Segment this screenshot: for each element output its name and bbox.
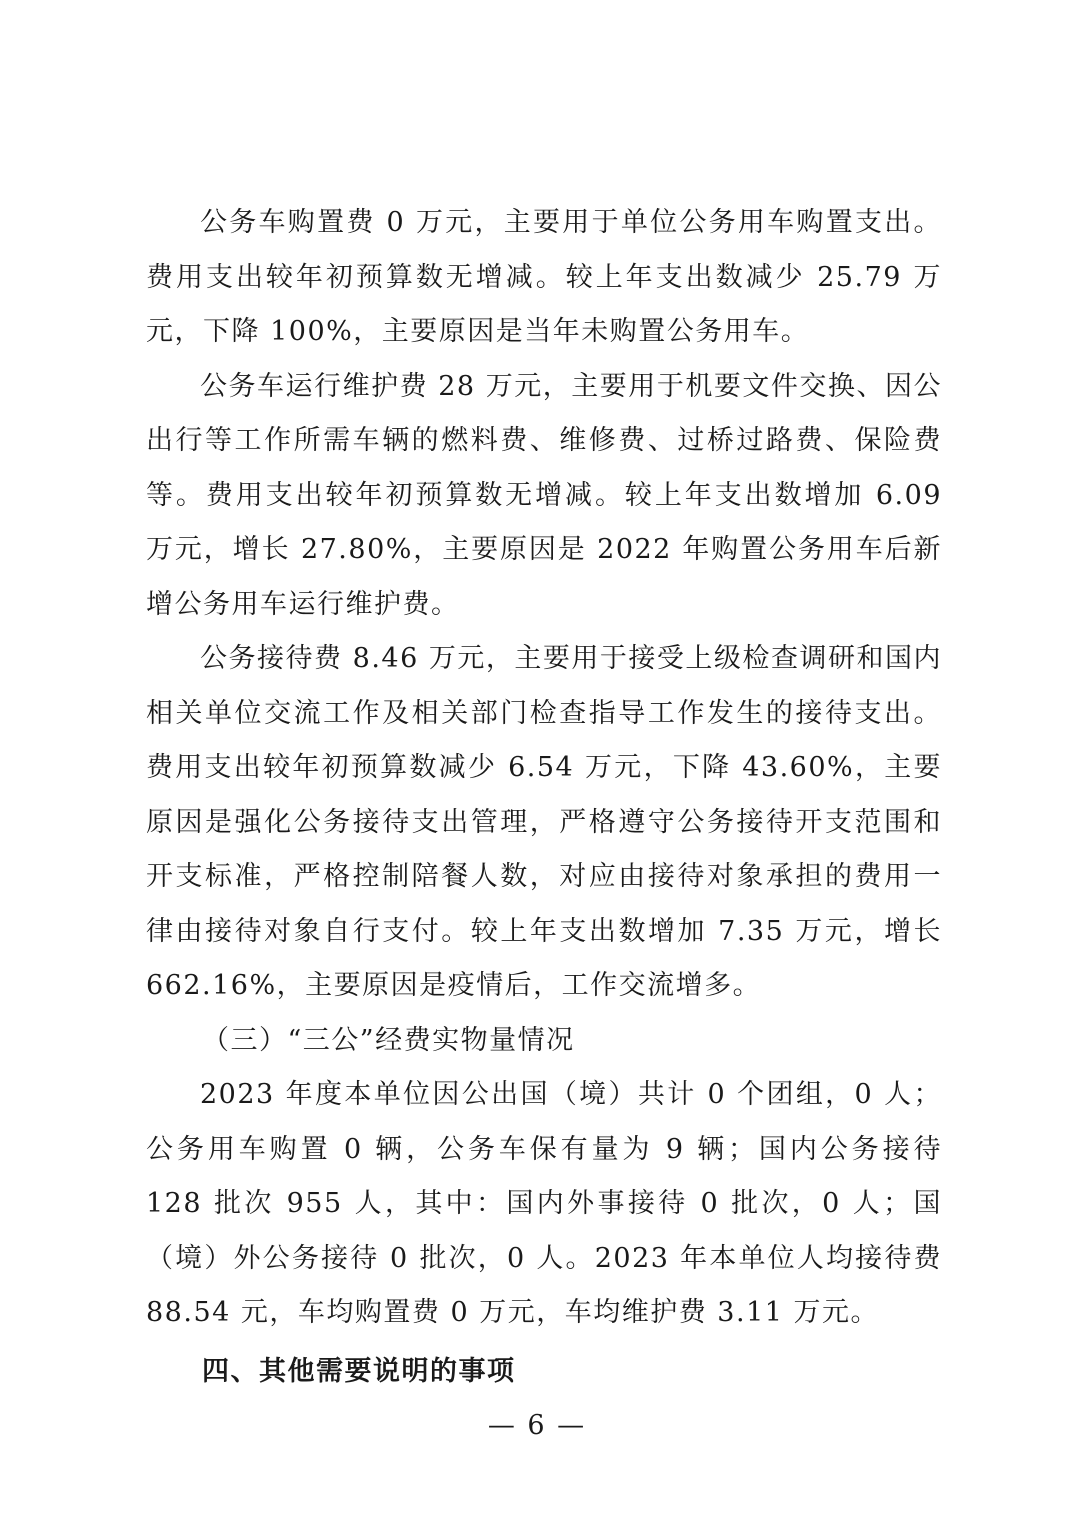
document-body: [146, 196, 942, 1399]
paragraph-vehicle-maintenance: 公务车运行维护费 28 万元，主要用于机要文件交换、因公出行等工作所需车辆的燃料费、维修费、过桥过路费、保险费等。费用支出较年初预算数无增减。较上年支出数增加 6.09 万元，增长 27.80%，主要原因是 2022 年购置公务用车后新增公务用车运行维护费。: [146, 370, 942, 620]
paragraph-vehicle-purchase: 公务车购置费 0 万元，主要用于单位公务用车购置支出。费用支出较年初预算数无增减。较上年支出数减少 25.79 万元，下降 100%，主要原因是当年未购置公务用车。: [146, 207, 942, 347]
page-number: — 6 —: [487, 1410, 587, 1441]
section-heading-other-matters: 四、其他需要说明的事项: [202, 1355, 516, 1387]
subheading-physical-quantity: （三）“三公”经费实物量情况: [202, 1024, 575, 1056]
paragraph-reception: 公务接待费 8.46 万元，主要用于接受上级检查调研和国内相关单位交流工作及相关部门检查指导工作发生的接待支出。费用支出较年初预算数减少 6.54 万元，下降 43.60%，主要原因是强化公务接待支出管理，严格遵守公务接待开支范围和开支标准，严格控制陪餐人数，对应由接待对象承担的费用一律由接待对象自行支付。较上年支出数增加 7.35 万元，增长 662.16%，主要原因是疫情后，工作交流增多。: [146, 643, 942, 1001]
paragraph-physical-quantity: 2023 年度本单位因公出国（境）共计 0 个团组，0 人；公务用车购置 0 辆，公务车保有量为 9 辆；国内公务接待 128 批次 955 人，其中：国内外事接待 0 批次，0 人；国（境）外公务接待 0 批次，0 人。2023 年本单位人均接待费 88.54 元，车均购置费 0 万元，车均维护费 3.11 万元。: [146, 1079, 942, 1328]
